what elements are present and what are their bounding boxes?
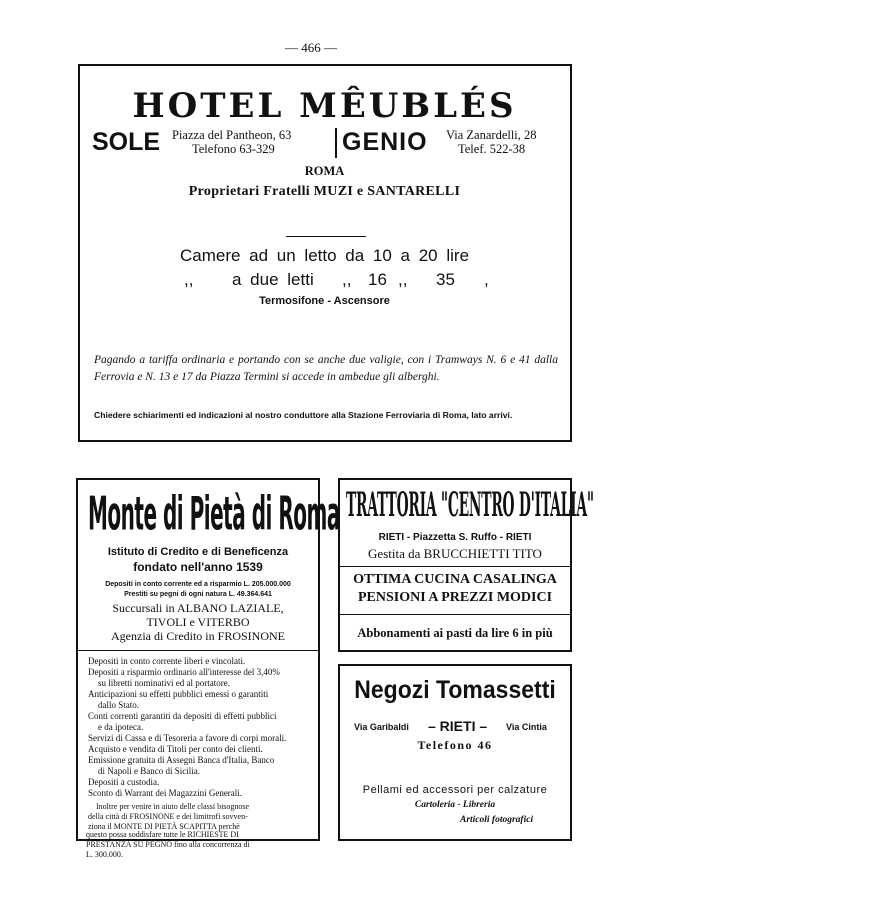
service-line: Depositi a risparmio ordinario all'interesse del 3,40% [88, 667, 280, 677]
ditto-mark: ,, [398, 270, 408, 289]
hotel-genio-name: GENIO [342, 128, 428, 156]
hotel-sole-phone: Telefono 63-329 [192, 142, 275, 156]
monte-branches: Succursali in ALBANO LAZIALE, [112, 601, 284, 615]
monte-services [88, 656, 314, 799]
service-line: e da ipoteca. [98, 722, 144, 732]
trattoria-managed: Gestita da BRUCCHIETTI TITO [368, 546, 542, 561]
hotel-rooms-single: Camere ad un letto da 10 a 20 lire [179, 246, 470, 265]
hotel-genio-address: Via Zanardelli, 28 [446, 128, 537, 142]
service-line: Servizi di Cassa e di Tesoreria a favore di corpi morali. [88, 733, 287, 743]
negozi-city: – RIETI – [428, 718, 488, 734]
hotel-rooms-double [80, 270, 569, 292]
negozi-addr-right: Via Cintia [506, 722, 547, 732]
service-line: Depositi in conto corrente liberi e vincolati. [88, 656, 246, 666]
trattoria-cuisine: OTTIMA CUCINA CASALINGA [353, 572, 557, 587]
monte-deposits: Depositi in conto corrente ed a risparmio L. 205.000.000 [105, 581, 291, 588]
hotel-genio-phone: Telef. 522-38 [458, 142, 526, 156]
negozi-ad [338, 664, 572, 841]
footer-line: ziona il MONTE DI PIETÀ SCAPITTA perchè [88, 822, 240, 831]
hotel-rule [286, 236, 366, 237]
footer-line: questo possa soddisfare tutte le RICHIESTE DI [86, 830, 239, 839]
trattoria-title: TRATTORIA "CENTRO D'ITALIA" [346, 486, 594, 526]
monte-branches-2: TIVOLI e VITERBO [146, 615, 250, 629]
service-line: Conti correnti garantiti da depositi di effetti pubblici [88, 711, 277, 721]
trattoria-rule [340, 614, 570, 615]
service-line: Depositi a custodia. [88, 777, 160, 787]
hotel-paragraph: Pagando a tariffa ordinaria e portando con se anche due valigie, con i Tramways N. 6 e 41 dalla Ferrovia e N. 13 e 17 da Piazza Termini si accede in ambedue gli alberghi. [94, 354, 558, 383]
ditto-mark: , [484, 270, 489, 289]
negozi-goods: Pellami ed accessori per calzature [362, 784, 548, 796]
service-line: Emissione gratuita di Assegni Banca d'Italia, Banco [88, 755, 275, 765]
negozi-title: Negozi Tomassetti [354, 676, 556, 704]
monte-loans: Prestiti su pegni di ogni natura L. 49.364.641 [124, 591, 272, 598]
rooms-double-min: 16 [368, 270, 387, 289]
monte-ad [76, 478, 340, 841]
service-line: dallo Stato. [98, 700, 139, 710]
service-line: Sconto di Warrant dei Magazzini Generali. [88, 788, 243, 798]
negozi-phone: Telefono 46 [417, 738, 493, 752]
monte-footer-cont [86, 830, 312, 860]
trattoria-address: RIETI - Piazzetta S. Ruffo - RIETI [378, 532, 532, 543]
rooms-double-label: a due letti [232, 270, 314, 289]
trattoria-subscriptions: Abbonamenti ai pasti da lire 6 in più [357, 626, 553, 640]
service-line: Anticipazioni su effetti pubblici emessi o garantiti [88, 689, 269, 699]
footer-line: Inoltre per venire in aiuto delle classi bisognose [96, 802, 250, 811]
monte-subtitle: Istituto di Credito e di Beneficenza [107, 546, 289, 558]
service-line: su libretti nominativi ed al portatore. [98, 678, 230, 688]
rooms-double-max: 35 [436, 270, 455, 289]
negozi-goods3: Articoli fotografici [460, 815, 534, 825]
monte-rule [78, 650, 318, 651]
hotel-ad [78, 64, 572, 442]
monte-title-wrap [88, 488, 340, 541]
negozi-addr-left: Via Garibaldi [354, 722, 409, 732]
monte-agency: Agenzia di Credito in FROSINONE [111, 629, 285, 643]
ditto-mark: ,, [342, 270, 352, 289]
hotel-owners: Proprietari Fratelli MUZI e SANTARELLI [188, 184, 461, 199]
footer-line: PRESTANZA SU PEGNO fino alla concorrenza di [86, 840, 250, 849]
hotel-info: Chiedere schiarimenti ed indicazioni al nostro conduttore alla Stazione Ferroviaria di Roma, lato arrivi. [94, 410, 513, 420]
hotel-divider-bar [335, 128, 337, 158]
page-number: — 466 — [285, 40, 337, 55]
ditto-mark: ,, [184, 270, 194, 289]
hotel-sole-name: SOLE [92, 128, 161, 156]
trattoria-pensions: PENSIONI A PREZZI MODICI [357, 590, 553, 605]
monte-footer [88, 802, 314, 832]
trattoria-title-wrap [346, 486, 594, 526]
footer-line: della città di FROSINONE e dei limitrofi sovven- [88, 812, 248, 821]
trattoria-rule [340, 566, 570, 567]
trattoria-ad [338, 478, 594, 652]
hotel-sole-address: Piazza del Pantheon, 63 [172, 128, 292, 142]
negozi-goods2: Cartoleria - Libreria [414, 800, 496, 810]
hotel-title: HOTEL MÊUBLÉS [132, 86, 517, 126]
hotel-amenities: Termosifone - Ascensore [259, 295, 390, 307]
monte-title: Monte di Pietà di Roma [88, 488, 340, 541]
service-line: di Napoli e Banco di Sicilia. [98, 766, 200, 776]
hotel-city: ROMA [304, 164, 345, 178]
footer-line: L. 300.000. [86, 850, 123, 859]
service-line: Acquisto e vendita di Titoli per conto dei clienti. [88, 744, 263, 754]
monte-founded: fondato nell'anno 1539 [133, 560, 263, 574]
